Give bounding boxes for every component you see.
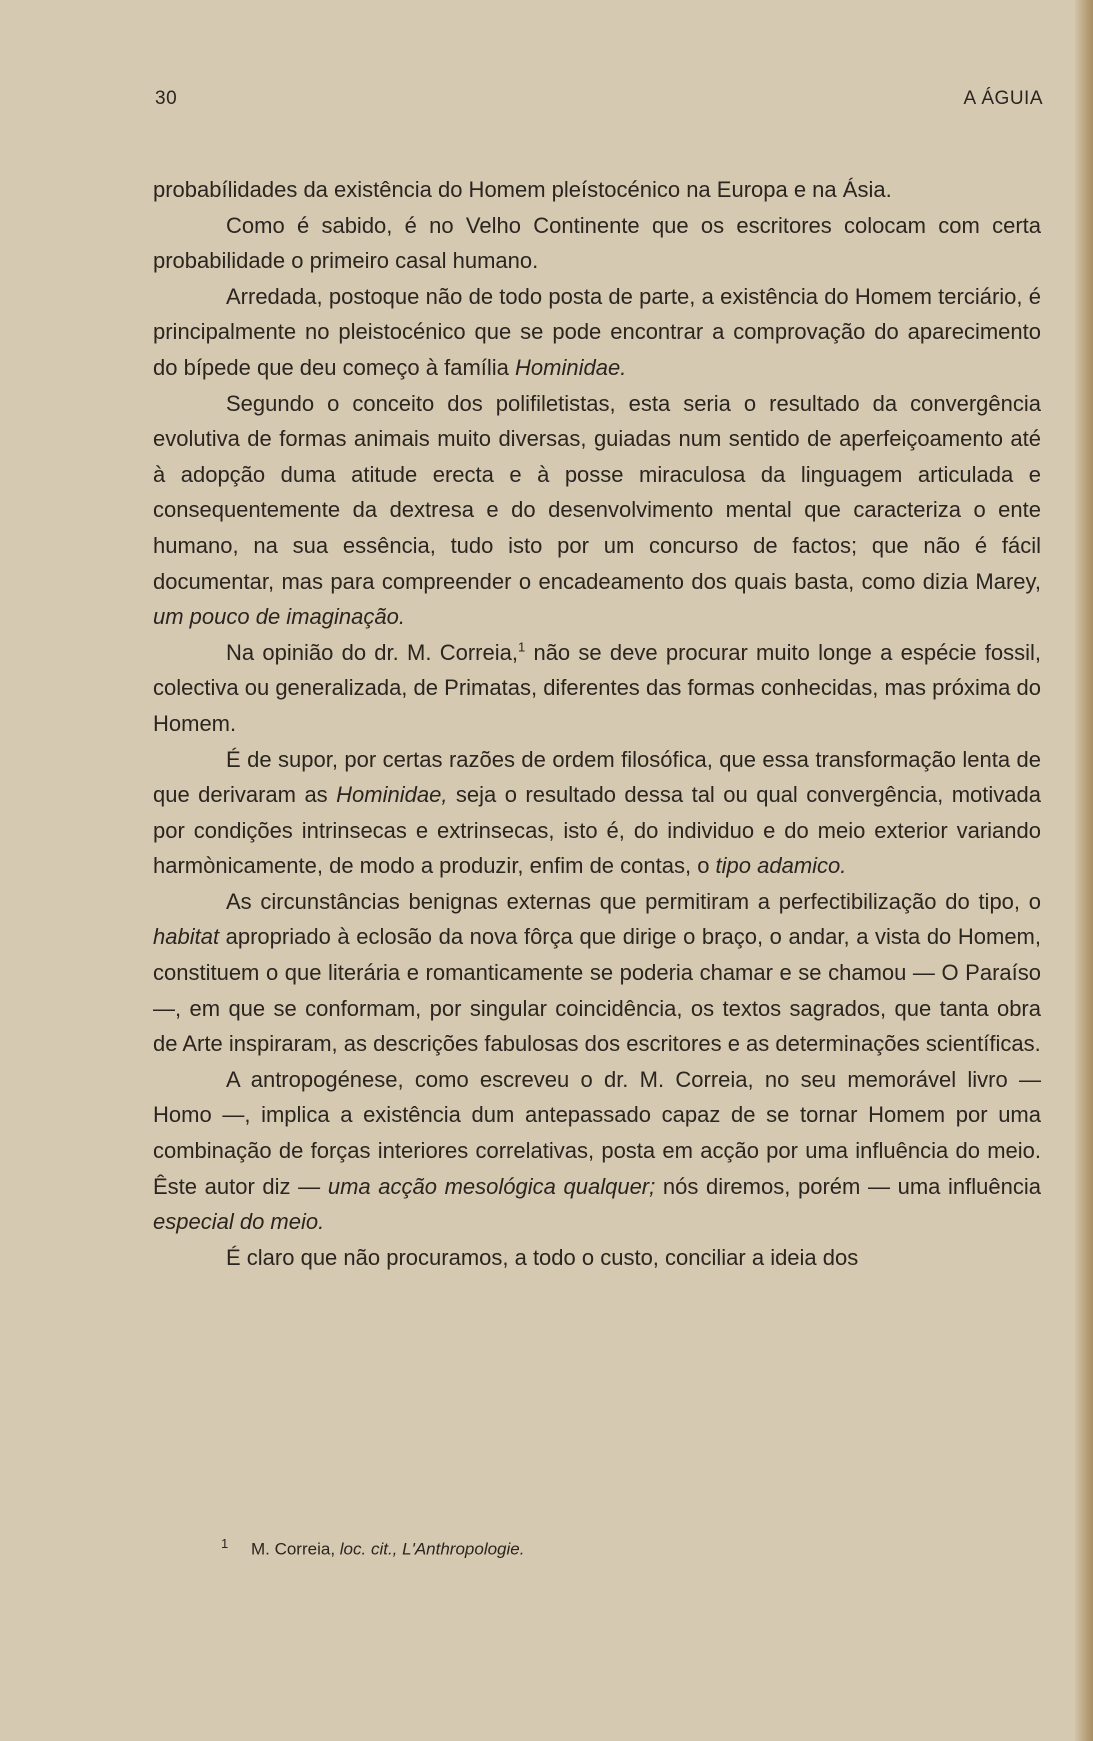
footnote-author: M. Correia, (250, 1539, 336, 1559)
italic-term: Hominidae. (515, 354, 627, 380)
paragraph (153, 279, 1041, 386)
paragraph-text: É de supor, por certas razões de ordem filosófica, que essa transformação lenta de que derivaram as (153, 746, 1041, 808)
italic-quote: uma acção mesológica qualquer; (327, 1173, 656, 1199)
paragraph-text: probabílidades da existência do Homem pleístocénico na Europa e na Ásia. (153, 177, 892, 202)
paragraph-text: As circunstâncias benignas externas que permitiram a perfectibilização do tipo, o (226, 888, 1041, 914)
paragraph-text: não se deve procurar muito longe a espécie fossil, colectiva ou generalizada, de Primatas, diferentes das formas conhecidas, mas próxima do Homem. (153, 639, 1041, 736)
paragraph (153, 635, 1041, 742)
italic-quote: um pouco de imaginação. (153, 604, 405, 630)
paragraph-text: nós diremos, porém — uma influência (655, 1173, 1041, 1199)
page-edge (1075, 0, 1093, 1741)
italic-term: habitat (153, 924, 220, 950)
page-header (155, 88, 1043, 118)
footnote-reference: loc. cit., L'Anthropologie. (339, 1539, 525, 1559)
footnote (221, 1532, 1001, 1562)
paragraph-text: Na opinião do dr. M. Correia, (226, 639, 518, 665)
paragraph (153, 208, 1041, 279)
italic-term: especial do meio. (153, 1209, 325, 1235)
paragraph-text: apropriado à eclosão da nova fôrça que dirige o braço, o andar, a vista do Homem, constituem o que literária e romanticamente se poderia chamar e se chamou — O Paraíso —, em que se conformam, por singular coincidência, os textos sagrados, que tanta obra de Arte inspiraram, as descrições fabulosas dos escritores e as determinações scientíficas. (153, 924, 1041, 1057)
italic-term: Hominidae, (336, 782, 448, 808)
running-title: A ÁGUIA (963, 88, 1043, 109)
paragraph (153, 172, 1041, 208)
italic-term: tipo adamico. (715, 853, 847, 879)
paragraph (153, 742, 1041, 884)
paragraph-text: É claro que não procuramos, a todo o custo, conciliar a ideia dos (226, 1244, 859, 1270)
paragraph-text: A antropogénese, como escreveu o dr. M. Correia, no seu memorável livro — Homo —, implica a existência dum antepassado capaz de se tornar Homem por uma combinação de forças interiores correlativas, posta em acção por uma influência do meio. Êste autor diz — (153, 1066, 1041, 1199)
body-text (153, 172, 1041, 1275)
page-number: 30 (155, 88, 178, 109)
paragraph (153, 1240, 1041, 1276)
paragraph-text: seja o resultado dessa tal ou qual convergência, motivada por condições intrinsecas e extrinsecas, isto é, do individuo e do meio exterior variando harmònicamente, de modo a produzir, enfim de contas, o (153, 782, 1041, 879)
paragraph (153, 884, 1041, 1062)
footnote-ref: 1 (517, 639, 526, 655)
paragraph (153, 1062, 1041, 1240)
paragraph-text: Arredada, postoque não de todo posta de parte, a existência do Homem terciário, é principalmente no pleistocénico que se pode encontrar a comprovação do aparecimento do bípede que deu começo à família (153, 283, 1041, 380)
paragraph-text: Como é sabido, é no Velho Continente que os escritores colocam com certa probabilidade o primeiro casal humano. (153, 212, 1041, 274)
footnote-mark: 1 (221, 1536, 229, 1551)
paragraph-text: Segundo o conceito dos polifiletistas, esta seria o resultado da convergência evolutiva de formas animais muito diversas, guiadas num sentido de aperfeiçoamento até à adopção duma atitude erecta e à posse miraculosa da linguagem articulada e consequentemente da dextresa e do desenvolvimento mental que caracteriza o ente humano, na sua essência, tudo isto por um concurso de factos; que não é fácil documentar, mas para compreender o encadeamento dos quais basta, como dizia Marey, (153, 390, 1041, 594)
paragraph (153, 386, 1041, 635)
